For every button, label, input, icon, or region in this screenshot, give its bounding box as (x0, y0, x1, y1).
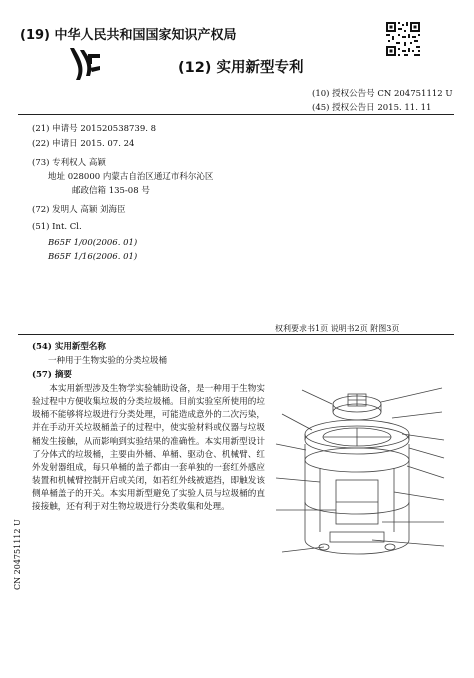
abstract-text: 本实用新型涉及生物学实验辅助设备，是一种用于生物实验过程中方便收集垃圾的分类垃圾桶。目前实验室所使用的垃圾桶不能够将垃圾进行分类处理，可能造成意外的二次污染，并在手动开关垃圾桶盖子的过程中，使实验材料或仪器与垃圾桶发生接触，从而影响到实验结果的准确性。本实用新型设计了分体式的垃圾桶，主要由外桶、单桶、驱动仓、机械臂、红外发射器组成，每只单桶的盖子都由一套单独的一套红外感应装置和机械臂控制开启或关闭，如若红外线被遮挡，即触发该侧单桶盖子的开关。本实用新型避免了实验人员与垃圾桶的直接接触，还有利于对生物垃圾进行分类收集和处理。 (32, 384, 265, 513)
side-publication-number: CN 204751112 U (13, 519, 22, 590)
qr-code-icon (385, 21, 421, 57)
patent-owner: (73) 专利权人 高颖 (32, 158, 106, 168)
section-divider (18, 334, 454, 335)
filing-date: (22) 申请日 2015. 07. 24 (32, 139, 135, 149)
utility-model-title: 一种用于生物实验的分类垃圾桶 (48, 356, 168, 366)
int-cl-label: (51) Int. Cl. (32, 222, 82, 232)
office-name: (19) 中华人民共和国国家知识产权局 (20, 28, 237, 43)
cnipa-emblem-icon (64, 44, 104, 84)
inventors: (72) 发明人 高颖 刘海臣 (32, 205, 126, 215)
abstract-label: (57) 摘要 (32, 370, 72, 380)
application-number: (21) 申请号 201520538739. 8 (32, 124, 157, 134)
classification-1: B65F 1/00(2006. 01) (48, 238, 138, 248)
patent-figure (262, 382, 462, 572)
publication-number: (10) 授权公告号 CN 204751112 U (312, 89, 453, 99)
publication-date: (45) 授权公告日 2015. 11. 11 (312, 103, 432, 113)
page-counts: 权利要求书1页 说明书2页 附图3页 (275, 324, 400, 333)
document-type: (12) 实用新型专利 (178, 60, 304, 76)
header-divider (18, 114, 454, 115)
classification-2: B65F 1/16(2006. 01) (48, 252, 138, 262)
title-label: (54) 实用新型名称 (32, 342, 106, 352)
owner-address-line1: 地址 028000 内蒙古自治区通辽市科尔沁区 (48, 172, 214, 182)
owner-address-line2: 邮政信箱 135-08 号 (72, 186, 150, 196)
